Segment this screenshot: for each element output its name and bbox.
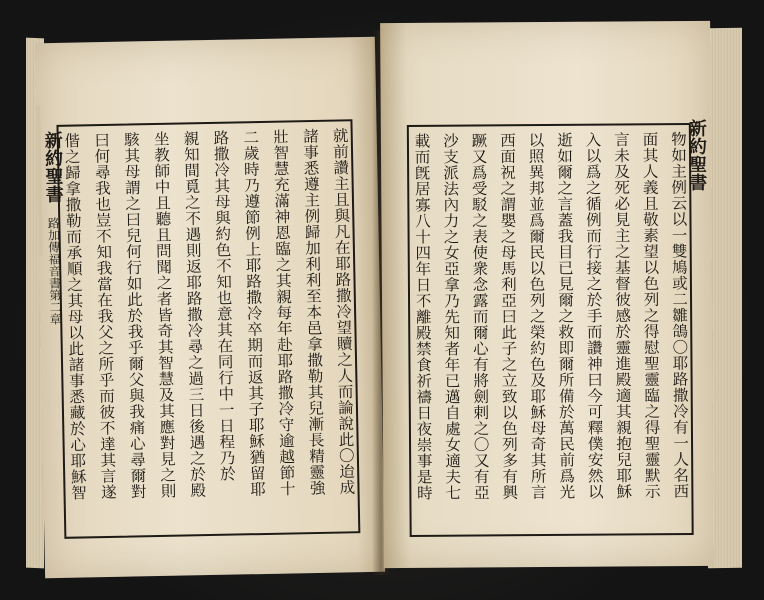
text-column: 路撒冷其母與約色不知也意其在同行中一日程乃於 <box>211 129 236 482</box>
text-column: 就前讚主且與凡在耶路撒冷望贖之人而論說此〇迨成 <box>330 127 356 496</box>
left-text-columns <box>63 127 355 530</box>
text-column: 西面祝之謂嬰之母馬利亞曰此子之立致以色列多有興 <box>497 132 519 501</box>
text-column: 逝如爾之言蓋我目已見爾之救即爾所備於萬民前爲光 <box>554 131 576 500</box>
text-column: 以照異邦並爲爾民以色列之榮約色及耶穌母奇其所言 <box>526 132 547 501</box>
text-column: 入以爲之循例而行接之於手而讚神曰今可釋僕安然以 <box>583 131 604 500</box>
right-margin-header <box>683 119 711 419</box>
text-column: 親知間覓之不遇則返耶路撒冷尋之過三日後遇之於殿 <box>181 130 207 499</box>
text-column: 偕之歸拿撒勒而承順之其母以此諸事悉藏於心耶穌智 <box>62 132 88 501</box>
text-column: 蹶又爲受駁之表使衆念露而爾心有將劍剌之〇又有亞 <box>469 132 490 501</box>
right-page <box>380 21 714 568</box>
text-column: 沙支派法內力之女亞拿乃先知者年已邁自處女適夫七 <box>440 132 462 501</box>
text-column: 物如主例云以一雙鳩或二雛鴿〇耶路撒冷有一人名西 <box>668 131 690 500</box>
text-column: 坐教師中且聽且問聞之者皆奇其智慧及其應對見之則 <box>151 130 177 500</box>
chapter-caption: 路加傳福音書第二章 <box>46 216 63 326</box>
text-column: 諸事悉遵主例歸加利利至本邑拿撒勒其兒漸長精靈強 <box>300 127 326 497</box>
left-page <box>35 37 385 578</box>
running-head: 新約聖書 <box>685 118 708 192</box>
text-column: 壯智慧充滿神恩臨之其親每年赴耶路撒冷守逾越節十 <box>270 128 296 497</box>
text-column: 二歲時乃遵節例上耶路撒冷卒期而返其子耶穌猶留耶 <box>241 129 267 498</box>
left-text-frame <box>56 119 360 539</box>
right-text-frame <box>407 123 694 537</box>
text-column: 言未及死必見主之基督彼感於靈進殿適其親抱兒耶穌 <box>611 131 633 500</box>
text-column: 面其人義且敬素望以色列之得慰聖靈臨之得聖靈默示 <box>640 131 661 500</box>
text-column: 曰何尋我也豈不知我當在我父之所乎而彼不達其言遂 <box>91 131 118 501</box>
text-column: 載而旣居寡八十四年日不離殿禁食祈禱日夜崇事是時 <box>412 132 433 501</box>
right-text-columns <box>413 131 688 529</box>
text-column: 駭其母謂之曰兒何行如此於我乎爾父與我痛心尋爾對 <box>121 131 147 500</box>
running-head: 新約聖書 <box>41 130 64 204</box>
